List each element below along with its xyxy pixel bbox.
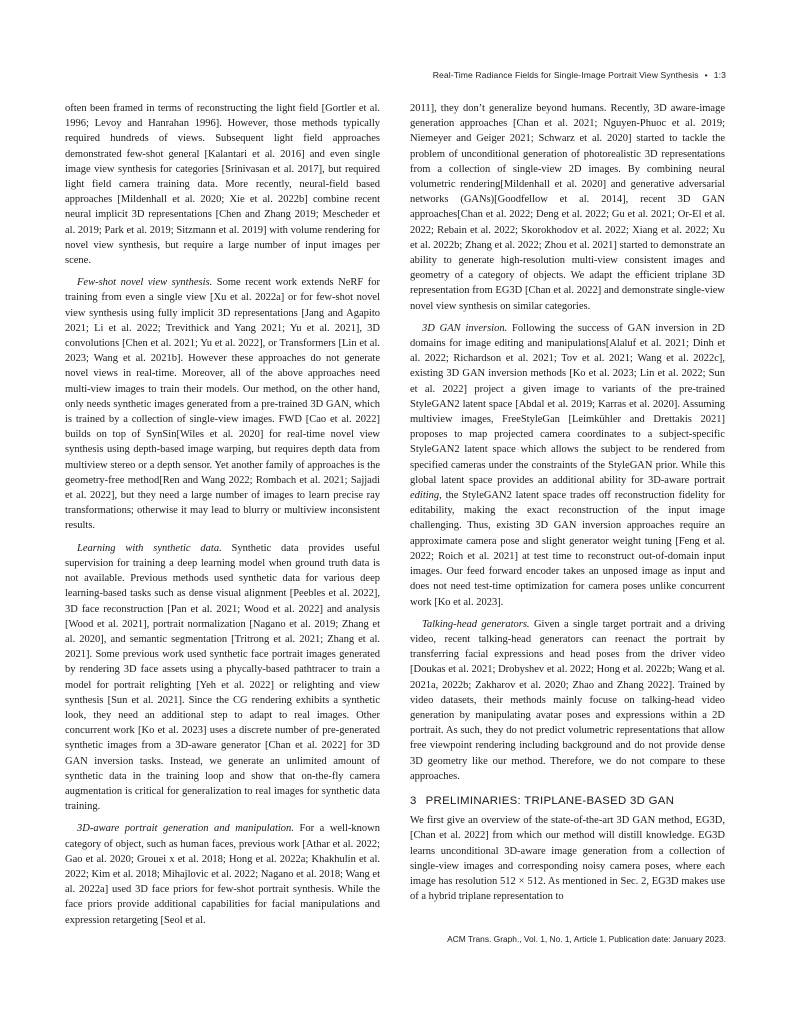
paragraph-talking-head [410,617,725,784]
paragraph-body: Some recent work extends NeRF for training from even a single view [Xu et al. 2022a] or for few-shot novel view synthesis using fully implicit 3D representations [Jang and Agapito 2021; Li et al. 2022; Trevithick and Yang 2021; Yu et al. 2021], 3D convolutions [Chen et al. 2021; Yu et al. 2022], or Transformers [Lin et al. 2023; Wang et al. 2021b]. However these approaches do not generate novel views in real-time. Moreover, all of the above approaches need multi-view images to train their models. Our method, on the other hand, only needs synthetic images generated from a pre-trained 3D GAN, which is trained by a collection of single-view images. FWD [Cao et al. 2022] builds on top of SynSin[Wiles et al. 2020] for real-time novel view synthesis using depth-based image warping, but requires depth data from multiview stereo or a depth sensor. Yet another family of approaches is the geometry-free method[Ren and Wang 2022; Rombach et al. 2021; Sajjadi et al. 2022], but they need a large number of images to learn precise ray transformations; otherwise it may lead to blurry or multiview inconsistent results. [65,277,380,532]
run-in-heading: 3D-aware portrait generation and manipulation. [77,823,294,835]
paragraph-synthetic-data [65,541,380,815]
run-in-heading: Talking-head generators. [422,618,530,630]
paragraph-body: Following the success of GAN inversion in 2D domains for image editing and manipulations[Alaluf et al. 2021; Dinh et al. 2022; Richardson et al. 2021; Tov et al. 2021; Wang et al. 2022c], existing 3D GAN inversion methods [Ko et al. 2023; Lin et al. 2022; Sun et al. 2022] project a given image to variants of the pre-trained StyleGAN2 latent space [Abdal et al. 2019; Karras et al. 2020]. Assuming multiview images, FreeStyleGan [Leimkühler and Drettakis 2021] proposes to map projected camera coordinates to a subject-specific StyleGAN2 latent space which allows the subject to be rendered from specified cameras under the constraints of the StyleGAN prior. While this global latent space provides an additional ability for 3D-aware portrait [410,322,725,486]
paragraph-portrait-generation [65,821,380,927]
paragraph-preliminaries: We first give an overview of the state-of-the-art 3D GAN method, EG3D, [Chan et al. 2022] from which our method will distill knowledge. EG3D learns unconditional 3D-aware image generation from a collection of single-view images and corresponding noisy camera poses, where each image has resolution 512 × 512. As mentioned in Sec. 2, EG3D makes use of a hybrid triplane representation to [410,815,725,903]
section-number: 3 [410,794,417,807]
page-footer: ACM Trans. Graph., Vol. 1, No. 1, Article 1. Publication date: January 2023. [447,934,726,944]
run-in-heading: Learning with synthetic data. [77,542,222,554]
run-in-heading: Few-shot novel view synthesis. [77,277,213,289]
paragraph-3d-aware-generation: 2011], they don’t generalize beyond humans. Recently, 3D aware-image generation approaches [Chan et al. 2021; Nguyen-Phuoc et al. 2019; Niemeyer and Geiger 2021; Schwarz et al. 2020] started to tackle the problem of unconditional generation of photorealistic 3D representations from a collection of single-view 2D images. By combining neural volumetric rendering[Mildenhall et al. 2020] and generative adversarial networks (GANs)[Goodfellow et al. 2014], recent 3D GAN approaches[Chan et al. 2022; Deng et al. 2022; Gu et al. 2021; Or-El et al. 2022; Rebain et al. 2022; Skorokhodov et al. 2022; Xiang et al. 2022; Xu et al. 2022b; Zhang et al. 2022; Zhou et al. 2021] started to demonstrate an ability to generate high-resolution multi-view consistent images and geometry of a category of objects. We adapt the efficient triplane 3D representation from EG3D [Chan et al. 2022] and demonstrate single-view novel view synthesis on similar categories. [410,103,725,312]
paragraph-body: Given a single target portrait and a driving video, recent talking-head generators can reenact the portrait by transferring facial expressions and head poses from the driver video [Doukas et al. 2021; Drobyshev et al. 2022; Hong et al. 2022b; Wang et al. 2021a, 2022b; Zakharov et al. 2020; Zhao and Zhang 2022]. Trained by video datasets, their methods mainly focuse on talking-head video generation by manipulating avatar poses and expressions within a 2D portrait. As such, they do not predict volumetric representations that allow free viewpoint rendering including background and do not provide dense 3D geometry like our method. Therefore, we do not compare to these approaches. [410,618,725,782]
right-column [410,101,725,904]
run-in-heading: 3D GAN inversion. [422,322,508,334]
header-separator: • [704,70,708,80]
paragraph-body: For a well-known category of object, such as human faces, previous work [Athar et al. 2022; Gao et al. 2020; Grouei x et al. 2018; Hong et al. 2022a; Khakhulin et al. 2022; Kim et al. 2018; Mihajlovic et al. 2022; Nagano et al. 2018; Wang et al. 2022a] used 3D face priors for few-shot portrait synthesis. While the face priors provide additional capabilities for facial manipulations and expression retargeting [Seol et al. [65,823,380,926]
page-number: 1:3 [713,70,726,80]
emphasis: editing [410,490,440,502]
section-heading [410,794,725,809]
running-title: Real-Time Radiance Fields for Single-Image Portrait View Synthesis [432,70,699,80]
paragraph-gan-inversion [410,321,725,610]
paragraph-body: Synthetic data provides useful supervision for training a deep learning model when ground truth data is not available. Previous methods used synthetic data for various deep learning-based tasks such as dense visual alignment [Peebles et al. 2022], 3D face reconstruction [Pan et al. 2021; Wood et al. 2022] and analysis [Wood et al. 2021], portrait normalization [Nagano et al. 2019; Zhang et al. 2020], and semantic segmentation [Tritrong et al. 2021; Zhang et al. 2021]. Some previous work used synthetic face portrait images generated by rendering 3D face assets using a phycally-based pathtracer to train a model for portrait relighting [Yeh et al. 2022] or relighting and view synthesis [Sun et al. 2021]. Since the CG rendering exhibits a synthetic look, they need an additional step to adapt to real images. Other concurrent work [Ko et al. 2023] uses a discrete number of pre-generated synthetic images from a 3D-aware generator [Chan et al. 2022] for 3D GAN inversion tasks. Instead, we generate an unlimited amount of synthetic data in the training loop and show that on-the-fly camera augmentation is critical for generalization to real images for synthetic data training. [65,542,380,813]
running-header [433,70,726,80]
paragraph-light-field: often been framed in terms of reconstructing the light field [Gortler et al. 1996; Levoy and Hanrahan 1996]. However, those methods typically required hundreds of views. Subsequent light field approaches demonstrated few-shot general [Kalantari et al. 2016] and even single image view synthesis for categories [Srinivasan et al. 2017], but required light field camera training data. More recently, neural-field based approaches [Mildenhall et al. 2020; Xie et al. 2022b] combine recent neural implicit 3D representations [Chen and Zhang 2019; Mescheder et al. 2019; Park et al. 2019; Sitzmann et al. 2019] with volume rendering for novel view synthesis, but require a large number of input images per scene. [65,103,380,267]
paragraph-body-tail: , the StyleGAN2 latent space trades off reconstruction fidelity for editability, making the exact reconstruction of the input image challenging. Thus, existing 3D GAN inversion approaches require an approximate camera pose and slight generator weight tuning [Feng et al. 2022; Roich et al. 2021] at test time to reconstruct out-of-domain input images. Our feed forward encoder takes an unposed image as input and does not need test-time optimization for camera poses unlike concurrent work [Ko et al. 2023]. [410,490,725,608]
section-title: PRELIMINARIES: TRIPLANE-BASED 3D GAN [425,794,675,807]
paragraph-few-shot [65,275,380,533]
left-column [65,101,380,928]
